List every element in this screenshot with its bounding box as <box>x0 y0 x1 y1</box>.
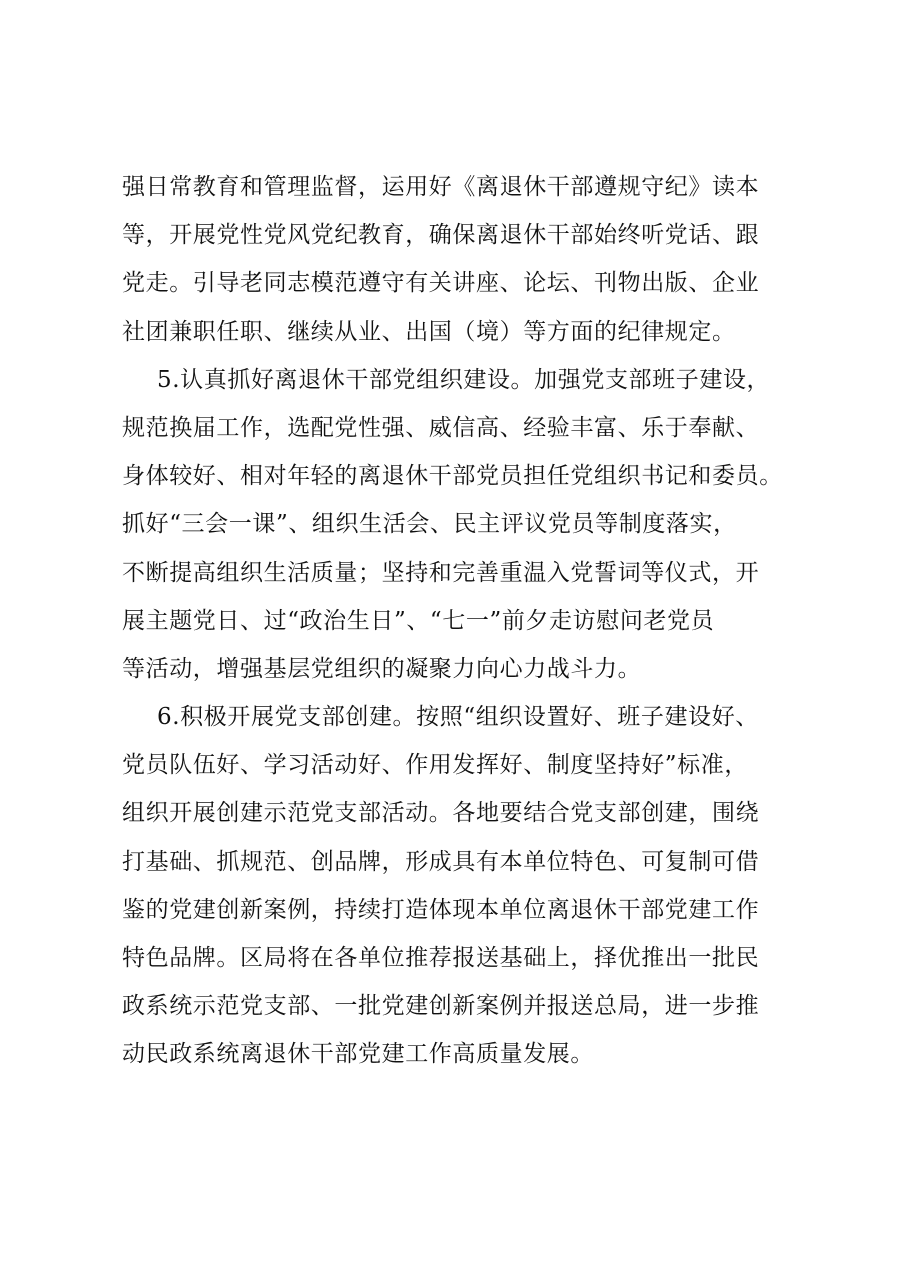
text-line: 政系统示范党支部、一批党建创新案例并报送总局，进一步推 <box>122 993 760 1020</box>
text-line: 党走。引导老同志模范遵守有关讲座、论坛、刊物出版、企业 <box>122 270 760 297</box>
text-line: 强日常教育和管理监督，运用好《离退休干部遵规守纪》读本 <box>122 174 760 200</box>
text-line: 特色品牌。区局将在各单位推荐报送基础上，择优推出一批民 <box>122 945 760 971</box>
text-line: 身体较好、相对年轻的离退休干部党员担任党组织书记和委员。 <box>122 463 783 490</box>
section-5-heading-line: 5.认真抓好离退休干部党组织建设。加强党支部班子建设， <box>157 366 771 393</box>
text-line: 抓好“三会一课”、组织生活会、民主评议党员等制度落实， <box>122 511 737 538</box>
text-line: 打基础、抓规范、创品牌，形成具有本单位特色、可复制可借 <box>122 848 760 875</box>
text-line: 不断提高组织生活质量；坚持和完善重温入党誓词等仪式，开 <box>122 559 760 586</box>
text-line: 党员队伍好、学习活动好、作用发挥好、制度坚持好”标准， <box>122 752 748 779</box>
text-line: 等活动，增强基层党组织的凝聚力向心力战斗力。 <box>122 655 642 682</box>
text-line: 组织开展创建示范党支部活动。各地要结合党支部创建，围绕 <box>122 800 760 827</box>
text-line: 社团兼职任职、继续从业、出国（境）等方面的纪律规定。 <box>122 318 736 345</box>
text-line: 鉴的党建创新案例，持续打造体现本单位离退休干部党建工作 <box>122 896 760 923</box>
section-6-heading-line: 6.积极开展党支部创建。按照“组织设置好、班子建设好、 <box>157 704 759 731</box>
text-line: 等，开展党性党风党纪教育，确保离退休干部始终听党话、跟 <box>122 222 760 249</box>
text-line: 规范换届工作，选配党性强、威信高、经验丰富、乐于奉献、 <box>122 414 760 441</box>
text-line: 动民政系统离退休干部党建工作高质量发展。 <box>122 1041 594 1068</box>
document-body <box>122 163 822 1079</box>
text-line: 展主题党日、过“政治生日”、“七一”前夕走访慰问老党员 <box>122 607 715 634</box>
